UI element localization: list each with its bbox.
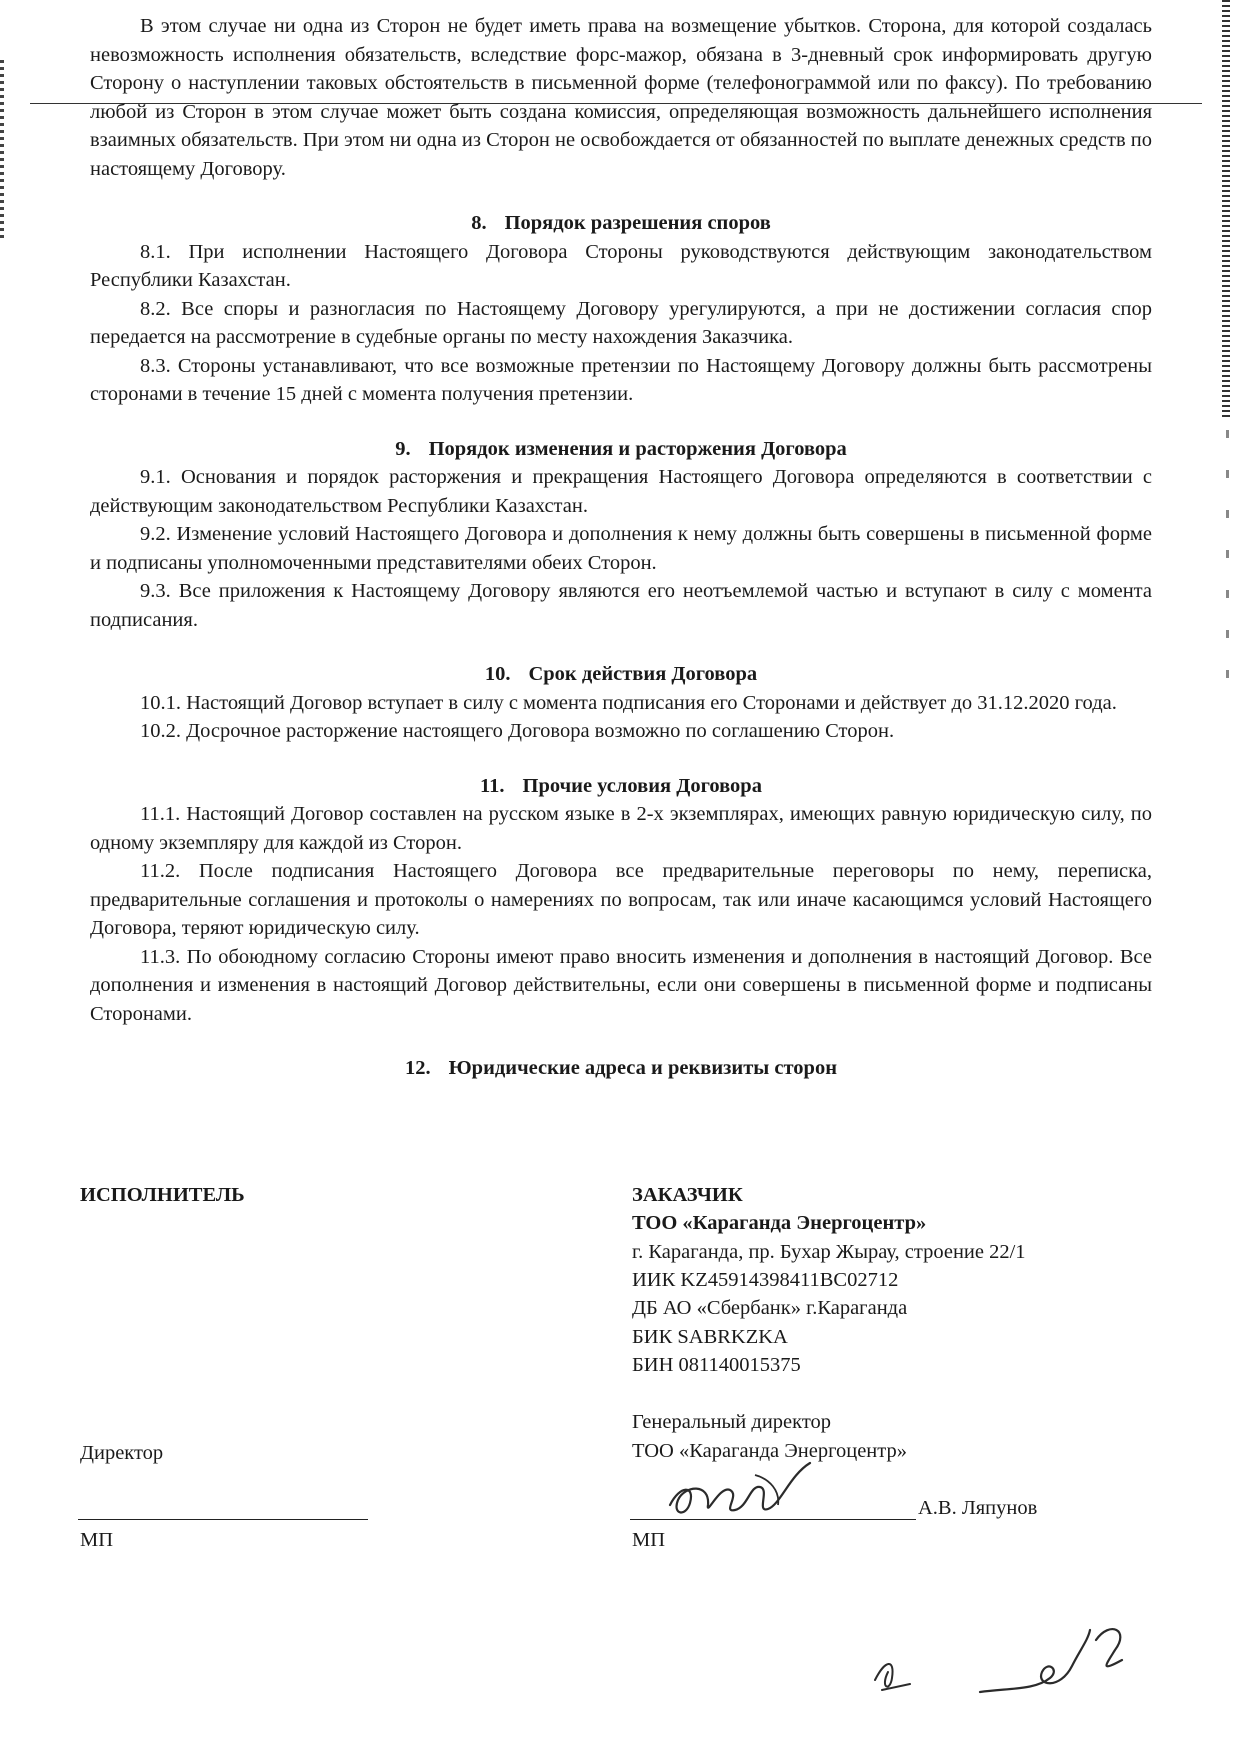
customer-position-company: ТОО «Караганда Энергоцентр» [632, 1440, 907, 1462]
section-heading-8: 8. Порядок разрешения споров [471, 212, 771, 234]
clause-8-3: 8.3. Стороны устанавливают, что все возможные претензии по Настоящему Договору должны быть рассмотрены сторонами в течение 15 дней с момента получения претензии. [90, 354, 1152, 405]
customer-handwritten-signature [660, 1455, 840, 1535]
customer-position: Генеральный директор [632, 1411, 832, 1433]
customer-address: г. Караганда, пр. Бухар Жырау, строение 22/1 [632, 1241, 1026, 1263]
page-initials-signature [860, 1600, 1160, 1720]
clause-8-1: 8.1. При исполнении Настоящего Договора Стороны руководствуются действующим законодательством Республики Казахстан. [90, 240, 1152, 291]
clause-11-3: 11.3. По обоюдному согласию Стороны имеют право вносить изменения и дополнения в настоящий Договор. Все дополнения и изменения в настоящий Договор действительны, если они совершены в письменной форме и подписаны Сторонами. [90, 945, 1152, 1025]
scan-edge-right-lower [1226, 430, 1229, 710]
scan-edge-right [1222, 0, 1230, 420]
clause-8-2: 8.2. Все споры и разногласия по Настоящему Договору урегулируются, а при не достижении согласия спор передается на рассмотрение в судебные органы по месту нахождения Заказчика. [90, 297, 1152, 348]
section-heading-9: 9. Порядок изменения и расторжения Договора [395, 437, 847, 460]
customer-company: ТОО «Караганда Энергоцентр» [632, 1212, 927, 1234]
customer-stamp-label: МП [632, 1529, 666, 1551]
customer-bin: БИН 081140015375 [632, 1354, 801, 1376]
clause-11-1: 11.1. Настоящий Договор составлен на русском языке в 2-х экземплярах, имеющих равную юридическую силу, по одному экземпляру для каждой из Сторон. [90, 803, 1152, 854]
scan-edge-left [0, 60, 4, 240]
executor-stamp-label: МП [80, 1529, 114, 1551]
clause-11-2: 11.2. После подписания Настоящего Договора все предварительные переговоры по нему, переписка, предварительные соглашения и протоколы о намерениях по вопросам, так или иначе касающимся условий Настоящего Договора, теряют юридическую силу. [90, 860, 1152, 939]
section-heading-12: 12. Юридические адреса и реквизиты сторон [404, 1057, 838, 1079]
clause-10-2: 10.2. Досрочное расторжение настоящего Договора возможно по соглашению Сторон. [140, 720, 895, 742]
customer-iik: ИИК KZ45914398411BC02712 [632, 1269, 899, 1291]
section-heading-10: 10. Срок действия Договора [484, 663, 758, 685]
executor-heading: ИСПОЛНИТЕЛЬ [80, 1184, 245, 1206]
executor-position: Директор [80, 1442, 164, 1464]
clause-9-3: 9.3. Все приложения к Настоящему Договору являются его неотъемлемой частью и вступают в силу с момента подписания. [90, 580, 1152, 631]
customer-signatory: А.В. Ляпунов [918, 1497, 1038, 1519]
section-heading-11: 11. Прочие условия Договора [480, 774, 762, 797]
customer-bank: ДБ АО «Сбербанк» г.Караганда [632, 1297, 908, 1319]
executor-signature-line [78, 1519, 368, 1520]
customer-heading: ЗАКАЗЧИК [632, 1184, 743, 1206]
customer-bik: БИК SABRKZKA [632, 1326, 788, 1348]
clause-9-1: 9.1. Основания и порядок расторжения и прекращения Настоящего Договора определяются в соответствии с действующим законодательством Республики Казахстан. [90, 466, 1152, 517]
contract-body [90, 12, 1152, 1083]
intro-paragraph: В этом случае ни одна из Сторон не будет иметь права на возмещение убытков. Сторона, для которой создалась невозможность исполнения обязательств, вследствие форс-мажор, обязана в 3-дневный срок информировать другую Сторону о наступлении таковых обстоятельств в письменной форме (телефонограммой или по факсу). По требованию любой из Сторон в этом случае может быть создана комиссия, определяющая возможность дальнейшего исполнения взаимных обязательств. При этом ни одна из Сторон не освобождается от обязанностей по выплате денежных средств по настоящему Договору. [90, 15, 1152, 180]
clause-10-1: 10.1. Настоящий Договор вступает в силу с момента подписания его Сторонами и действует до 31.12.2020 года. [140, 691, 1117, 714]
clause-9-2: 9.2. Изменение условий Настоящего Договора и дополнения к нему должны быть совершены в письменной форме и подписаны уполномоченными представителями обеих Сторон. [90, 523, 1152, 574]
